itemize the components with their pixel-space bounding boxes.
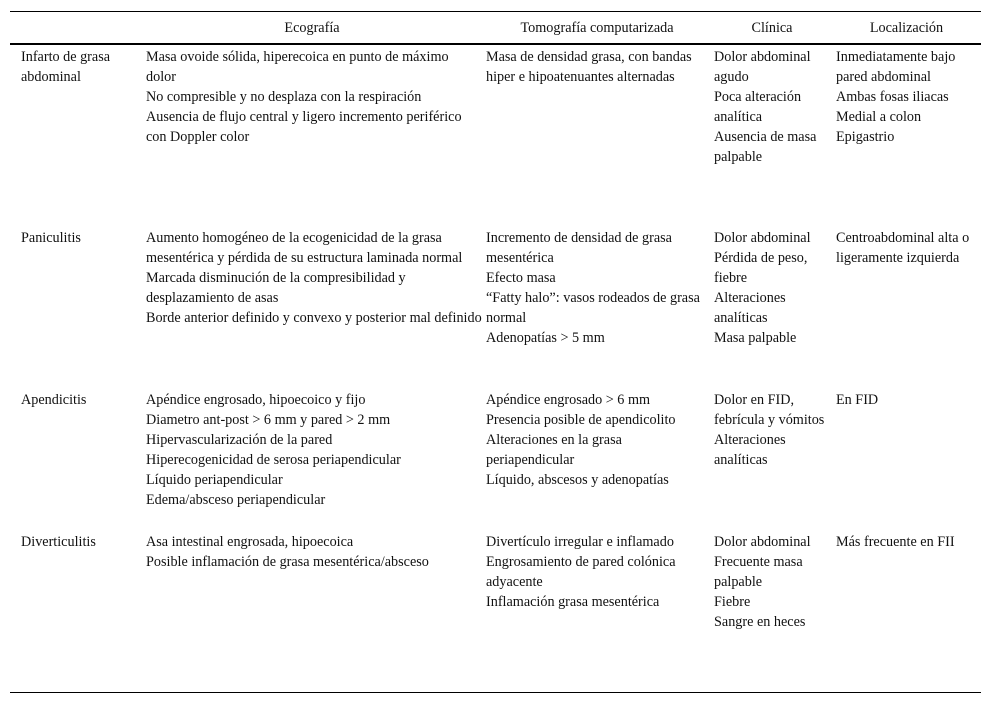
cell-line: Apéndice engrosado > 6 mm (486, 392, 651, 408)
cell-line: Borde anterior definido y convexo y posterior mal definido (146, 310, 482, 326)
cell-ecografia (142, 44, 482, 226)
cell-line: Alteraciones analíticas (714, 290, 786, 326)
cell-line: Centroabdominal alta o ligeramente izquierda (836, 230, 970, 266)
cell-line: Hipervascularización de la pared (146, 432, 333, 448)
cell-line: Líquido, abscesos y adenopatías (486, 472, 669, 488)
cell-line: Dolor abdominal (714, 534, 811, 550)
cell-line: Ambas fosas iliacas (836, 89, 949, 105)
table-row (10, 530, 981, 692)
cell-line: Inmediatamente bajo pared abdominal (836, 49, 956, 85)
cell-ecografia (142, 388, 482, 530)
row-label: Infarto de grasa abdominal (21, 49, 111, 85)
cell-line: Poca alteración analítica (714, 89, 802, 125)
cell-line: En FID (836, 392, 879, 408)
cell-line: Masa palpable (714, 330, 797, 346)
cell-line: Edema/absceso periapendicular (146, 492, 326, 508)
cell-line: Frecuente masa palpable (714, 554, 803, 590)
cell-line: Marcada disminución de la compresibilidad y desplazamiento de asas (146, 270, 406, 306)
cell-tomografia (482, 530, 712, 692)
header-empty (10, 12, 142, 45)
header-ecografia: Ecografía (284, 19, 340, 36)
table-header-row (10, 12, 981, 45)
cell-ecografia (142, 530, 482, 692)
cell-line: “Fatty halo”: vasos rodeados de grasa normal (486, 290, 700, 326)
cell-localizacion (832, 530, 981, 692)
cell-line: Masa de densidad grasa, con bandas hiper e hipoatenuantes alternadas (486, 49, 692, 85)
cell-clinica (712, 530, 832, 692)
row-label: Diverticulitis (21, 534, 96, 550)
cell-line: Presencia posible de apendicolito (486, 412, 676, 428)
cell-tomografia (482, 44, 712, 226)
cell-line: Dolor abdominal (714, 230, 811, 246)
cell-line: Ausencia de flujo central y ligero incremento periférico con Doppler color (146, 109, 462, 145)
cell-clinica (712, 44, 832, 226)
cell-clinica (712, 226, 832, 388)
table-row (10, 226, 981, 388)
cell-line: Alteraciones en la grasa periapendicular (486, 432, 622, 468)
cell-clinica (712, 388, 832, 530)
cell-localizacion (832, 44, 981, 226)
cell-tomografia (482, 226, 712, 388)
cell-line: Incremento de densidad de grasa mesentérica (486, 230, 672, 266)
cell-line: Dolor abdominal agudo (714, 49, 811, 85)
cell-line: Fiebre (714, 594, 751, 610)
cell-ecografia (142, 226, 482, 388)
cell-line: Pérdida de peso, fiebre (714, 250, 808, 286)
cell-localizacion (832, 226, 981, 388)
cell-line: Sangre en heces (714, 614, 806, 630)
cell-line: Líquido periapendicular (146, 472, 283, 488)
cell-line: Efecto masa (486, 270, 556, 286)
cell-line: Apéndice engrosado, hipoecoico y fijo (146, 392, 366, 408)
cell-line: Dolor en FID, febrícula y vómitos (714, 392, 825, 428)
cell-line: Divertículo irregular e inflamado (486, 534, 674, 550)
header-localizacion: Localización (869, 19, 944, 36)
cell-line: Masa ovoide sólida, hiperecoica en punto de máximo dolor (146, 49, 449, 85)
cell-line: Epigastrio (836, 129, 895, 145)
cell-tomografia (482, 388, 712, 530)
cell-line: Inflamación grasa mesentérica (486, 594, 660, 610)
cell-line: Adenopatías > 5 mm (486, 330, 605, 346)
table-container (10, 11, 981, 693)
cell-line: Asa intestinal engrosada, hipoecoica (146, 534, 354, 550)
cell-line: Medial a colon (836, 109, 922, 125)
table-row (10, 44, 981, 226)
row-label: Paniculitis (21, 230, 81, 246)
table-row (10, 388, 981, 530)
comparison-table (10, 11, 981, 693)
cell-line: Engrosamiento de pared colónica adyacente (486, 554, 676, 590)
cell-line: No compresible y no desplaza con la respiración (146, 89, 422, 105)
cell-line: Posible inflamación de grasa mesentérica/absceso (146, 554, 429, 570)
cell-line: Diametro ant-post > 6 mm y pared > 2 mm (146, 412, 391, 428)
row-label: Apendicitis (21, 392, 87, 408)
cell-line: Ausencia de masa palpable (714, 129, 817, 165)
cell-localizacion (832, 388, 981, 530)
header-clinica: Clínica (751, 19, 793, 36)
cell-line: Hiperecogenicidad de serosa periapendicular (146, 452, 401, 468)
cell-line: Más frecuente en FII (836, 534, 955, 550)
cell-line: Aumento homogéneo de la ecogenicidad de la grasa mesentérica y pérdida de su estructura laminada normal (146, 230, 463, 266)
header-tomografia: Tomografía computarizada (520, 19, 674, 36)
cell-line: Alteraciones analíticas (714, 432, 786, 468)
